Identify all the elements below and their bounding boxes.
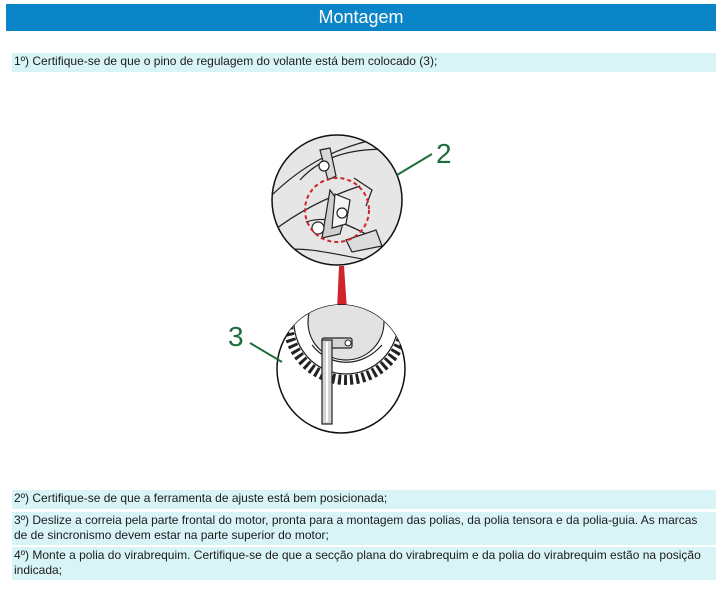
engine-detail-circle xyxy=(272,135,402,265)
instruction-step-2: 2º) Certifique-se de que a ferramenta de ajuste está bem posicionada; xyxy=(12,490,716,509)
callout-line-2 xyxy=(397,154,432,175)
instruction-step-4: 4º) Monte a polia do virabrequim. Certifique-se de que a secção plana do virabrequim e da polia do virabrequim estão na posição indicada; xyxy=(12,547,716,580)
instruction-step-1: 1º) Certifique-se de que o pino de regulagem do volante está bem colocado (3); xyxy=(12,53,716,72)
instruction-step-3: 3º) Deslize a correia pela parte frontal do motor, pronta para a montagem das polias, da polia tensora e da polia-guia. As marcas de de sincronismo devem estar na parte superior do motor; xyxy=(12,512,716,545)
page-title: Montagem xyxy=(6,4,716,31)
callout-number-2: 2 xyxy=(436,138,452,169)
zoom-connector xyxy=(337,266,347,310)
callout-line-3 xyxy=(250,343,282,362)
callout-number-3: 3 xyxy=(228,321,244,352)
